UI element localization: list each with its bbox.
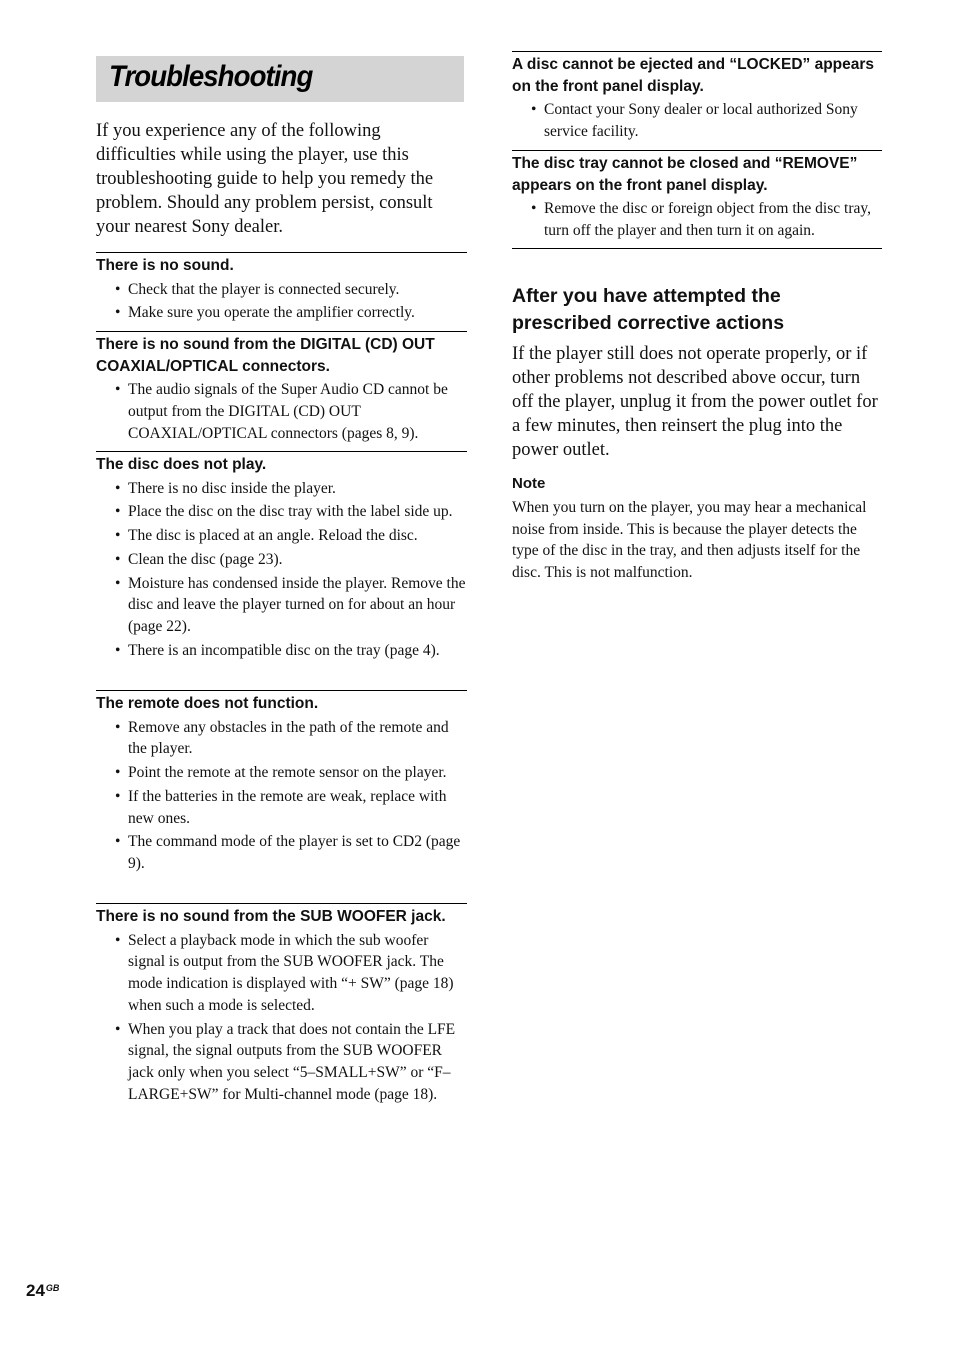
list-item: • The command mode of the player is set to CD2 (page 9). xyxy=(128,831,467,875)
page-number-value: 24 xyxy=(26,1281,45,1300)
section-title: The disc tray cannot be closed and “REMOVE” appears on the front panel display. xyxy=(512,155,858,194)
section-title: A disc cannot be ejected and “LOCKED” appears on the front panel display. xyxy=(512,56,875,95)
section-remove xyxy=(512,150,882,244)
list-item: • The audio signals of the Super Audio CD cannot be output from the DIGITAL (CD) OUT COAXIAL/OPTICAL connectors (pages 8, 9). xyxy=(128,379,467,444)
section-no-sound xyxy=(96,252,467,326)
section-sub-woofer xyxy=(96,903,467,1108)
section-title: The remote does not function. xyxy=(96,695,319,712)
intro-paragraph: If you experience any of the following difficulties while using the player, use this troubleshooting guide to help you remedy the problem. Should any problem persist, consult your nearest Sony dealer. xyxy=(96,121,434,237)
item-list xyxy=(512,99,882,143)
list-item: • Make sure you operate the amplifier correctly. xyxy=(128,302,467,324)
list-item: • Moisture has condensed inside the player. Remove the disc and leave the player turned on for about an hour (page 22). xyxy=(128,573,467,638)
section-title: There is no sound from the DIGITAL (CD) OUT COAXIAL/OPTICAL connectors. xyxy=(96,336,435,375)
list-item: • Point the remote at the remote sensor on the player. xyxy=(128,762,467,784)
list-item: • Remove any obstacles in the path of the remote and the player. xyxy=(128,717,467,761)
section-no-digital-sound xyxy=(96,331,467,446)
section-disc-not-play xyxy=(96,451,467,664)
item-list xyxy=(96,279,467,325)
list-item: • Check that the player is connected securely. xyxy=(128,279,467,301)
after-paragraph: If the player still does not operate properly, or if other problems not described above occur, turn off the player, unplug it from the power outlet for a few minutes, then reinsert the plug into the power outlet. xyxy=(512,344,878,460)
page-title-bar xyxy=(96,56,464,102)
list-item: • Clean the disc (page 23). xyxy=(128,549,467,571)
list-item: • Remove the disc or foreign object from the disc tray, turn off the player and then turn it on again. xyxy=(544,198,882,242)
page-number xyxy=(26,1281,59,1301)
note-label: Note xyxy=(512,475,546,492)
section-title: There is no sound. xyxy=(96,257,234,274)
item-list xyxy=(96,379,467,444)
section-locked xyxy=(512,51,882,145)
page-number-suffix: GB xyxy=(45,1283,60,1293)
list-item: • Select a playback mode in which the sub woofer signal is output from the SUB WOOFER jack. The mode indication is displayed with “+ SW” (page 18) when such a mode is selected. xyxy=(128,930,467,1017)
note-paragraph: When you turn on the player, you may hear a mechanical noise from inside. This is because the player detects the type of the disc in the tray, and then adjusts itself for the disc. This is not malfunction. xyxy=(512,499,867,582)
list-item: • Place the disc on the disc tray with the label side up. xyxy=(128,501,467,523)
item-list xyxy=(96,478,467,662)
page-title: Troubleshooting xyxy=(109,60,313,93)
section-divider xyxy=(512,248,882,249)
after-heading: After you have attempted the prescribed corrective actions xyxy=(512,285,785,334)
section-title: There is no sound from the SUB WOOFER jack. xyxy=(96,908,446,925)
item-list xyxy=(96,930,467,1106)
section-remote xyxy=(96,690,467,877)
list-item: • If the batteries in the remote are weak, replace with new ones. xyxy=(128,786,467,830)
section-title: The disc does not play. xyxy=(96,456,267,473)
item-list xyxy=(96,717,467,876)
list-item: • When you play a track that does not contain the LFE signal, the signal outputs from the SUB WOOFER jack only when you select “5–SMALL+SW” or “F–LARGE+SW” for Multi-channel mode (page 18). xyxy=(128,1019,467,1106)
list-item: • There is no disc inside the player. xyxy=(128,478,467,500)
list-item: • There is an incompatible disc on the tray (page 4). xyxy=(128,640,467,662)
item-list xyxy=(512,198,882,242)
list-item: • Contact your Sony dealer or local authorized Sony service facility. xyxy=(544,99,882,143)
list-item: • The disc is placed at an angle. Reload the disc. xyxy=(128,525,467,547)
